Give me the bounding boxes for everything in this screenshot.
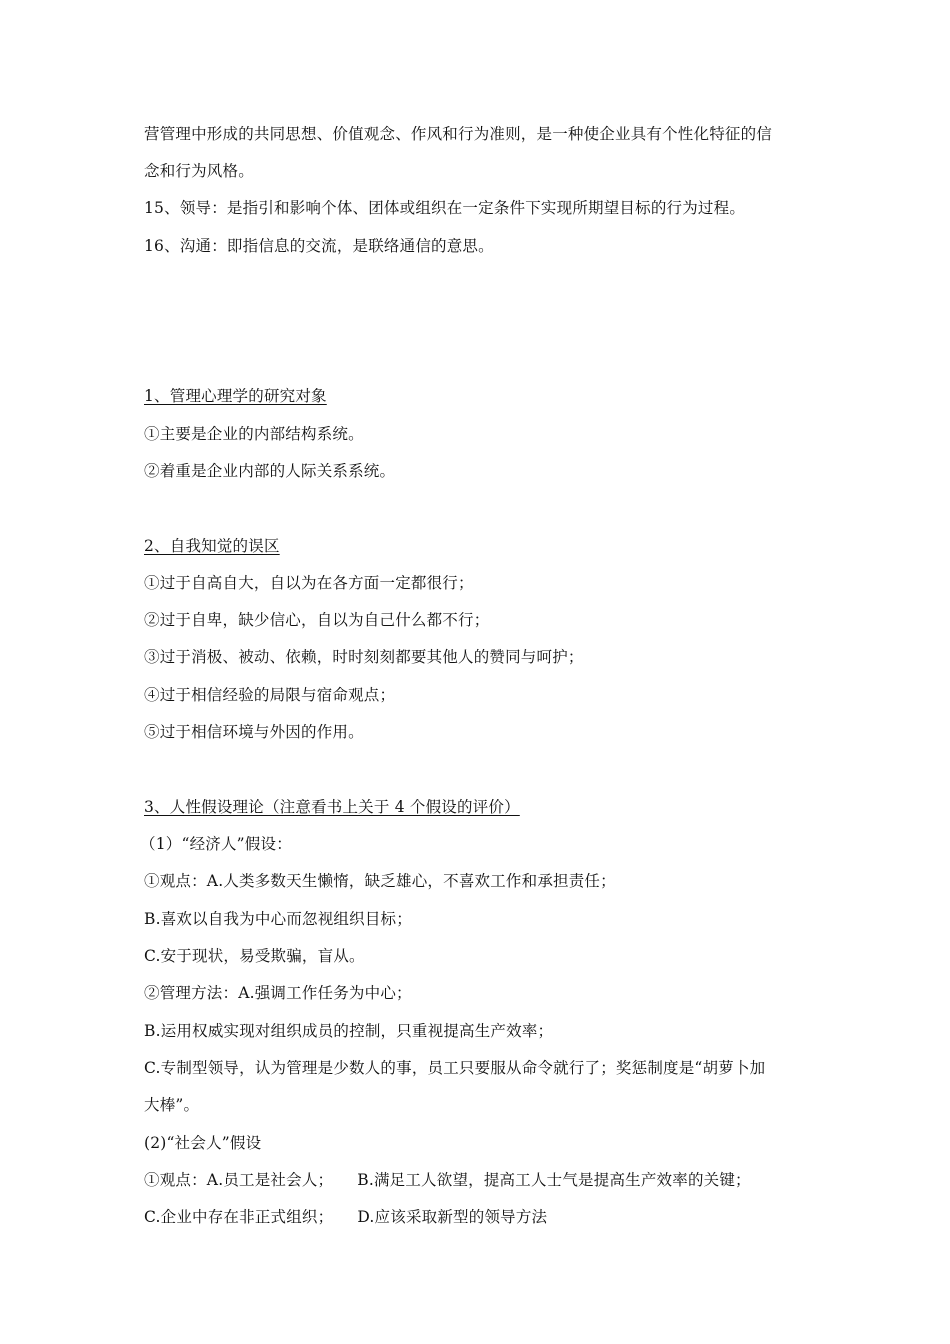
economic-man-line: C.安于现状，易受欺骗，盲从。 [144, 947, 365, 965]
definition-15: 15、领导：是指引和影响个体、团体或组织在一定条件下实现所期望目标的行为过程。 [144, 199, 746, 217]
economic-man-line: C.专制型领导，认为管理是少数人的事，员工只要服从命令就行了；奖惩制度是“胡萝卜加 [144, 1059, 766, 1077]
section-2-item: ①过于自高自大，自以为在各方面一定都很行； [144, 574, 474, 592]
social-man-point-b: B.满足工人欲望，提高工人士气是提高生产效率的关键； [357, 1171, 751, 1189]
section-1-item: ②着重是企业内部的人际关系系统。 [144, 462, 396, 480]
economic-man-line: ②管理方法：A.强调工作任务为中心； [144, 984, 412, 1002]
economic-man-line: B.运用权威实现对组织成员的控制，只重视提高生产效率； [144, 1022, 554, 1040]
social-man-point-a: ①观点：A.员工是社会人； [144, 1171, 334, 1189]
social-man-row-1 [144, 1170, 751, 1190]
definition-16: 16、沟通：即指信息的交流，是联络通信的意思。 [144, 237, 494, 255]
social-man-title: (2)“社会人”假设 [144, 1134, 262, 1152]
section-1-item: ①主要是企业的内部结构系统。 [144, 425, 364, 443]
social-man-point-c: C.企业中存在非正式组织； [144, 1208, 334, 1226]
economic-man-line: 大棒”。 [144, 1096, 200, 1114]
economic-man-title: （1）“经济人”假设： [140, 835, 292, 853]
section-2-item: ④过于相信经验的局限与宿命观点； [144, 686, 396, 704]
section-2-item: ⑤过于相信环境与外因的作用。 [144, 723, 364, 741]
intro-line-1: 营管理中形成的共同思想、价值观念、作风和行为准则，是一种使企业具有个性化特征的信 [144, 125, 773, 143]
section-2-item: ③过于消极、被动、依赖，时时刻刻都要其他人的赞同与呵护； [144, 648, 584, 666]
social-man-point-d: D.应该采取新型的领导方法 [357, 1208, 548, 1226]
section-2-item: ②过于自卑，缺少信心，自以为自己什么都不行； [144, 611, 490, 629]
intro-line-2: 念和行为风格。 [144, 162, 254, 180]
section-1-heading: 1、管理心理学的研究对象 [144, 387, 327, 405]
social-man-row-2 [144, 1207, 547, 1227]
section-2-heading: 2、自我知觉的误区 [144, 537, 280, 555]
economic-man-line: B.喜欢以自我为中心而忽视组织目标； [144, 910, 412, 928]
economic-man-line: ①观点：A.人类多数天生懒惰，缺乏雄心，不喜欢工作和承担责任； [144, 872, 616, 890]
section-3-heading: 3、人性假设理论（注意看书上关于 4 个假设的评价） [144, 798, 520, 816]
